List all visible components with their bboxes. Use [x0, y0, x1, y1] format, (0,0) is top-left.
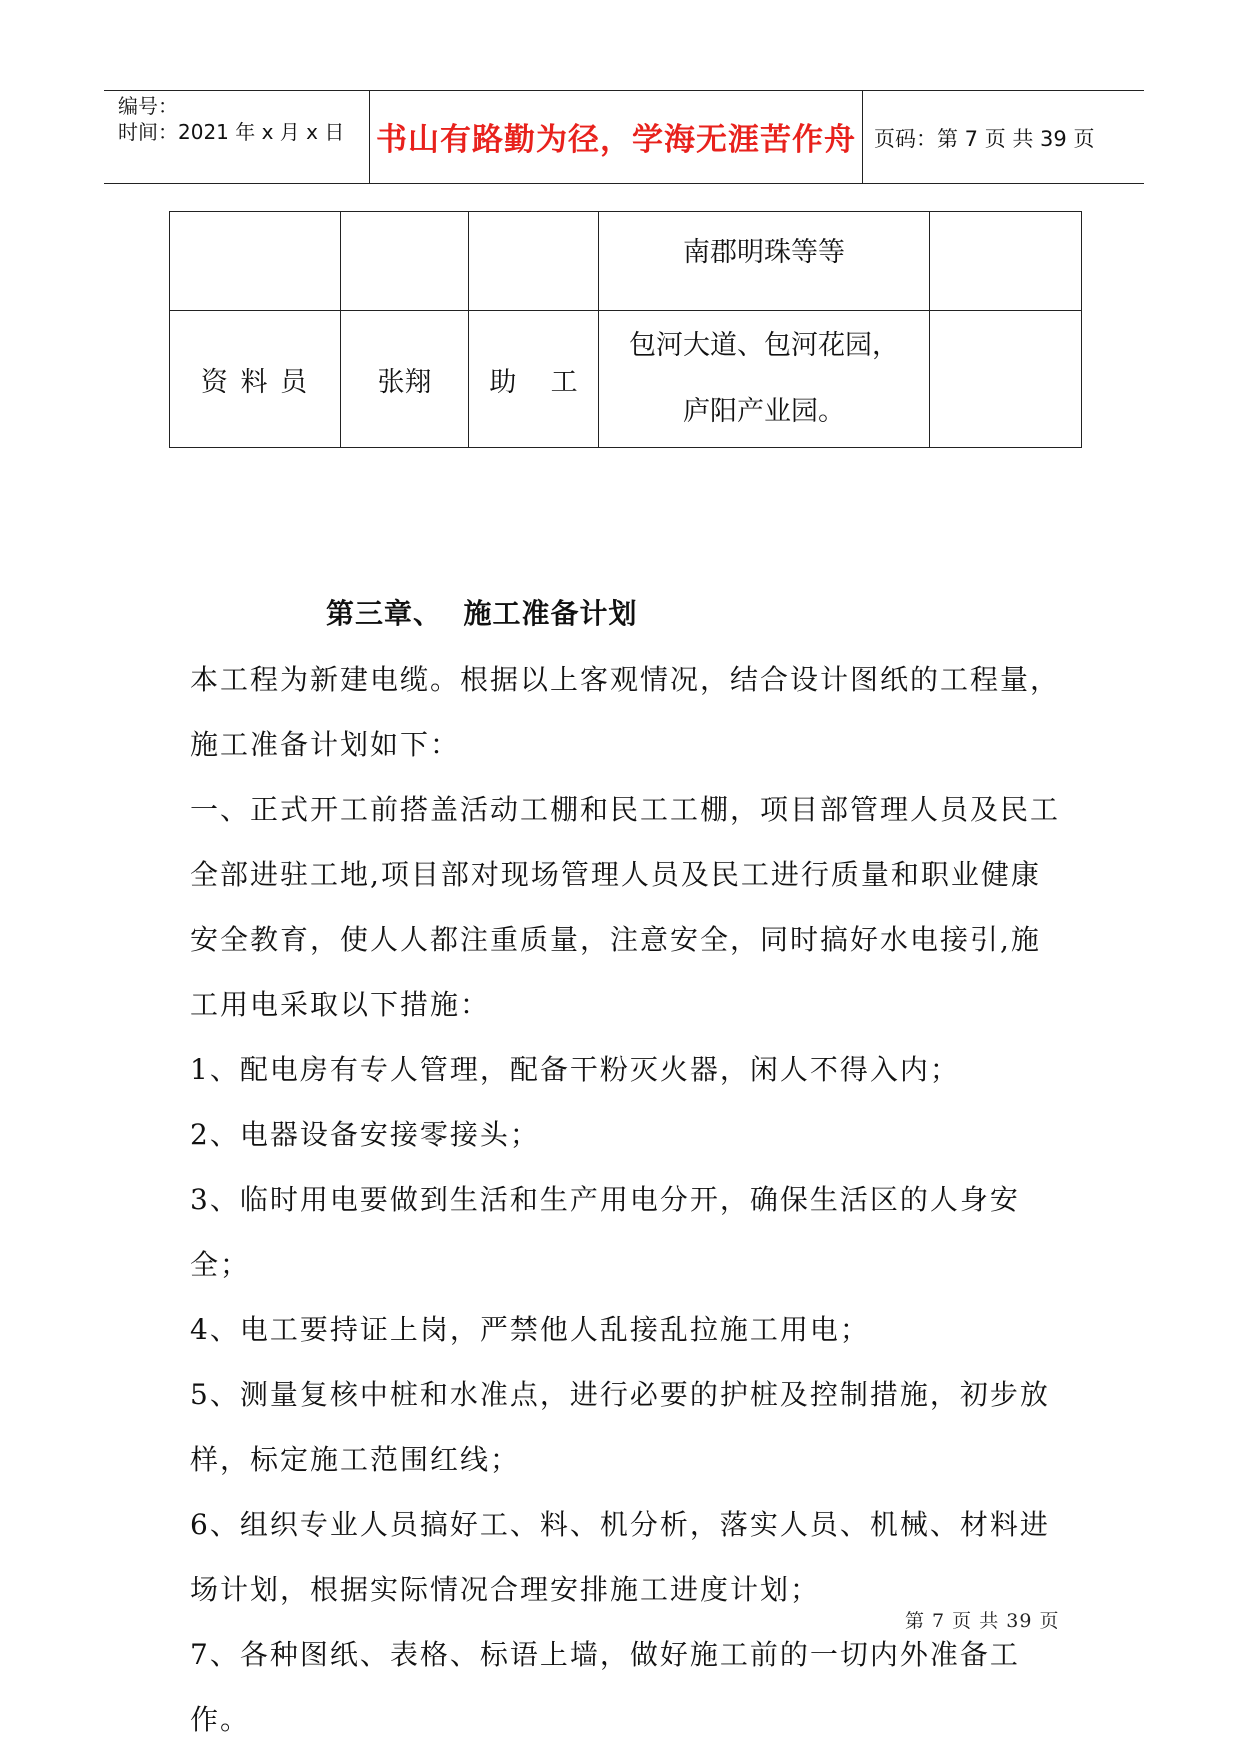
paragraph: 一、正式开工前搭盖活动工棚和民工工棚，项目部管理人员及民工全部进驻工地,项目部对现场管理人员及民工进行质量和职业健康安全教育，使人人都注重质量，注意安全，同时搞好水电接引,施工用电采取以下措施：: [190, 793, 1061, 1021]
table-cell: [930, 311, 1082, 448]
table-cell: [341, 212, 469, 311]
paragraph: 7、各种图纸、表格、标语上墙，做好施工前的一切内外准备工作。: [190, 1638, 1020, 1736]
table-cell: [469, 212, 599, 311]
paragraph: 4、电工要持证上岗，严禁他人乱接乱拉施工用电；: [190, 1313, 870, 1346]
table-row: [170, 311, 1082, 448]
table-cell-position: 助 工: [469, 311, 599, 448]
doc-time-label: 时间：2021 年 x 月 x 日: [118, 120, 345, 144]
header-motto: 书山有路勤为径，学海无涯苦作舟: [376, 122, 856, 158]
header-top-rule: [104, 90, 1144, 91]
table-cell-name: 张翔: [341, 311, 469, 448]
table-cell-location: 南郡明珠等等: [599, 212, 930, 311]
table-cell-location: [599, 311, 930, 448]
body-text: [190, 647, 1070, 1752]
paragraph: 本工程为新建电缆。根据以上客观情况，结合设计图纸的工程量，施工准备计划如下：: [190, 663, 1061, 761]
paragraph: 3、临时用电要做到生活和生产用电分开，确保生活区的人身安全；: [190, 1183, 1020, 1281]
header-bottom-rule: [104, 183, 1144, 184]
location-line: 包河大道、包河花园，: [629, 330, 899, 362]
table-cell: [930, 212, 1082, 311]
paragraph: 1、配电房有专人管理，配备干粉灭火器，闲人不得入内；: [190, 1053, 960, 1086]
chapter-title: 第三章、 施工准备计划: [326, 597, 638, 630]
table-cell-role: 资 料 员: [170, 311, 341, 448]
paragraph: 6、组织专业人员搞好工、料、机分析，落实人员、机械、材料进场计划，根据实际情况合理安排施工进度计划；: [190, 1508, 1050, 1606]
doc-number-label: 编号：: [118, 94, 178, 118]
paragraph: 5、测量复核中桩和水准点，进行必要的护桩及控制措施，初步放样，标定施工范围红线；: [190, 1378, 1050, 1476]
location-line: 庐阳产业园。: [683, 396, 845, 428]
header-divider-left: [369, 90, 370, 184]
header-page-label: 页码：第 7 页 共 39 页: [874, 127, 1095, 151]
table-cell: [170, 212, 341, 311]
paragraph: 2、电器设备安接零接头；: [190, 1118, 540, 1151]
header-divider-right: [862, 90, 863, 184]
staff-table: [169, 211, 1082, 448]
page-footer: 第 7 页 共 39 页: [905, 1610, 1060, 1632]
table-row: [170, 212, 1082, 311]
